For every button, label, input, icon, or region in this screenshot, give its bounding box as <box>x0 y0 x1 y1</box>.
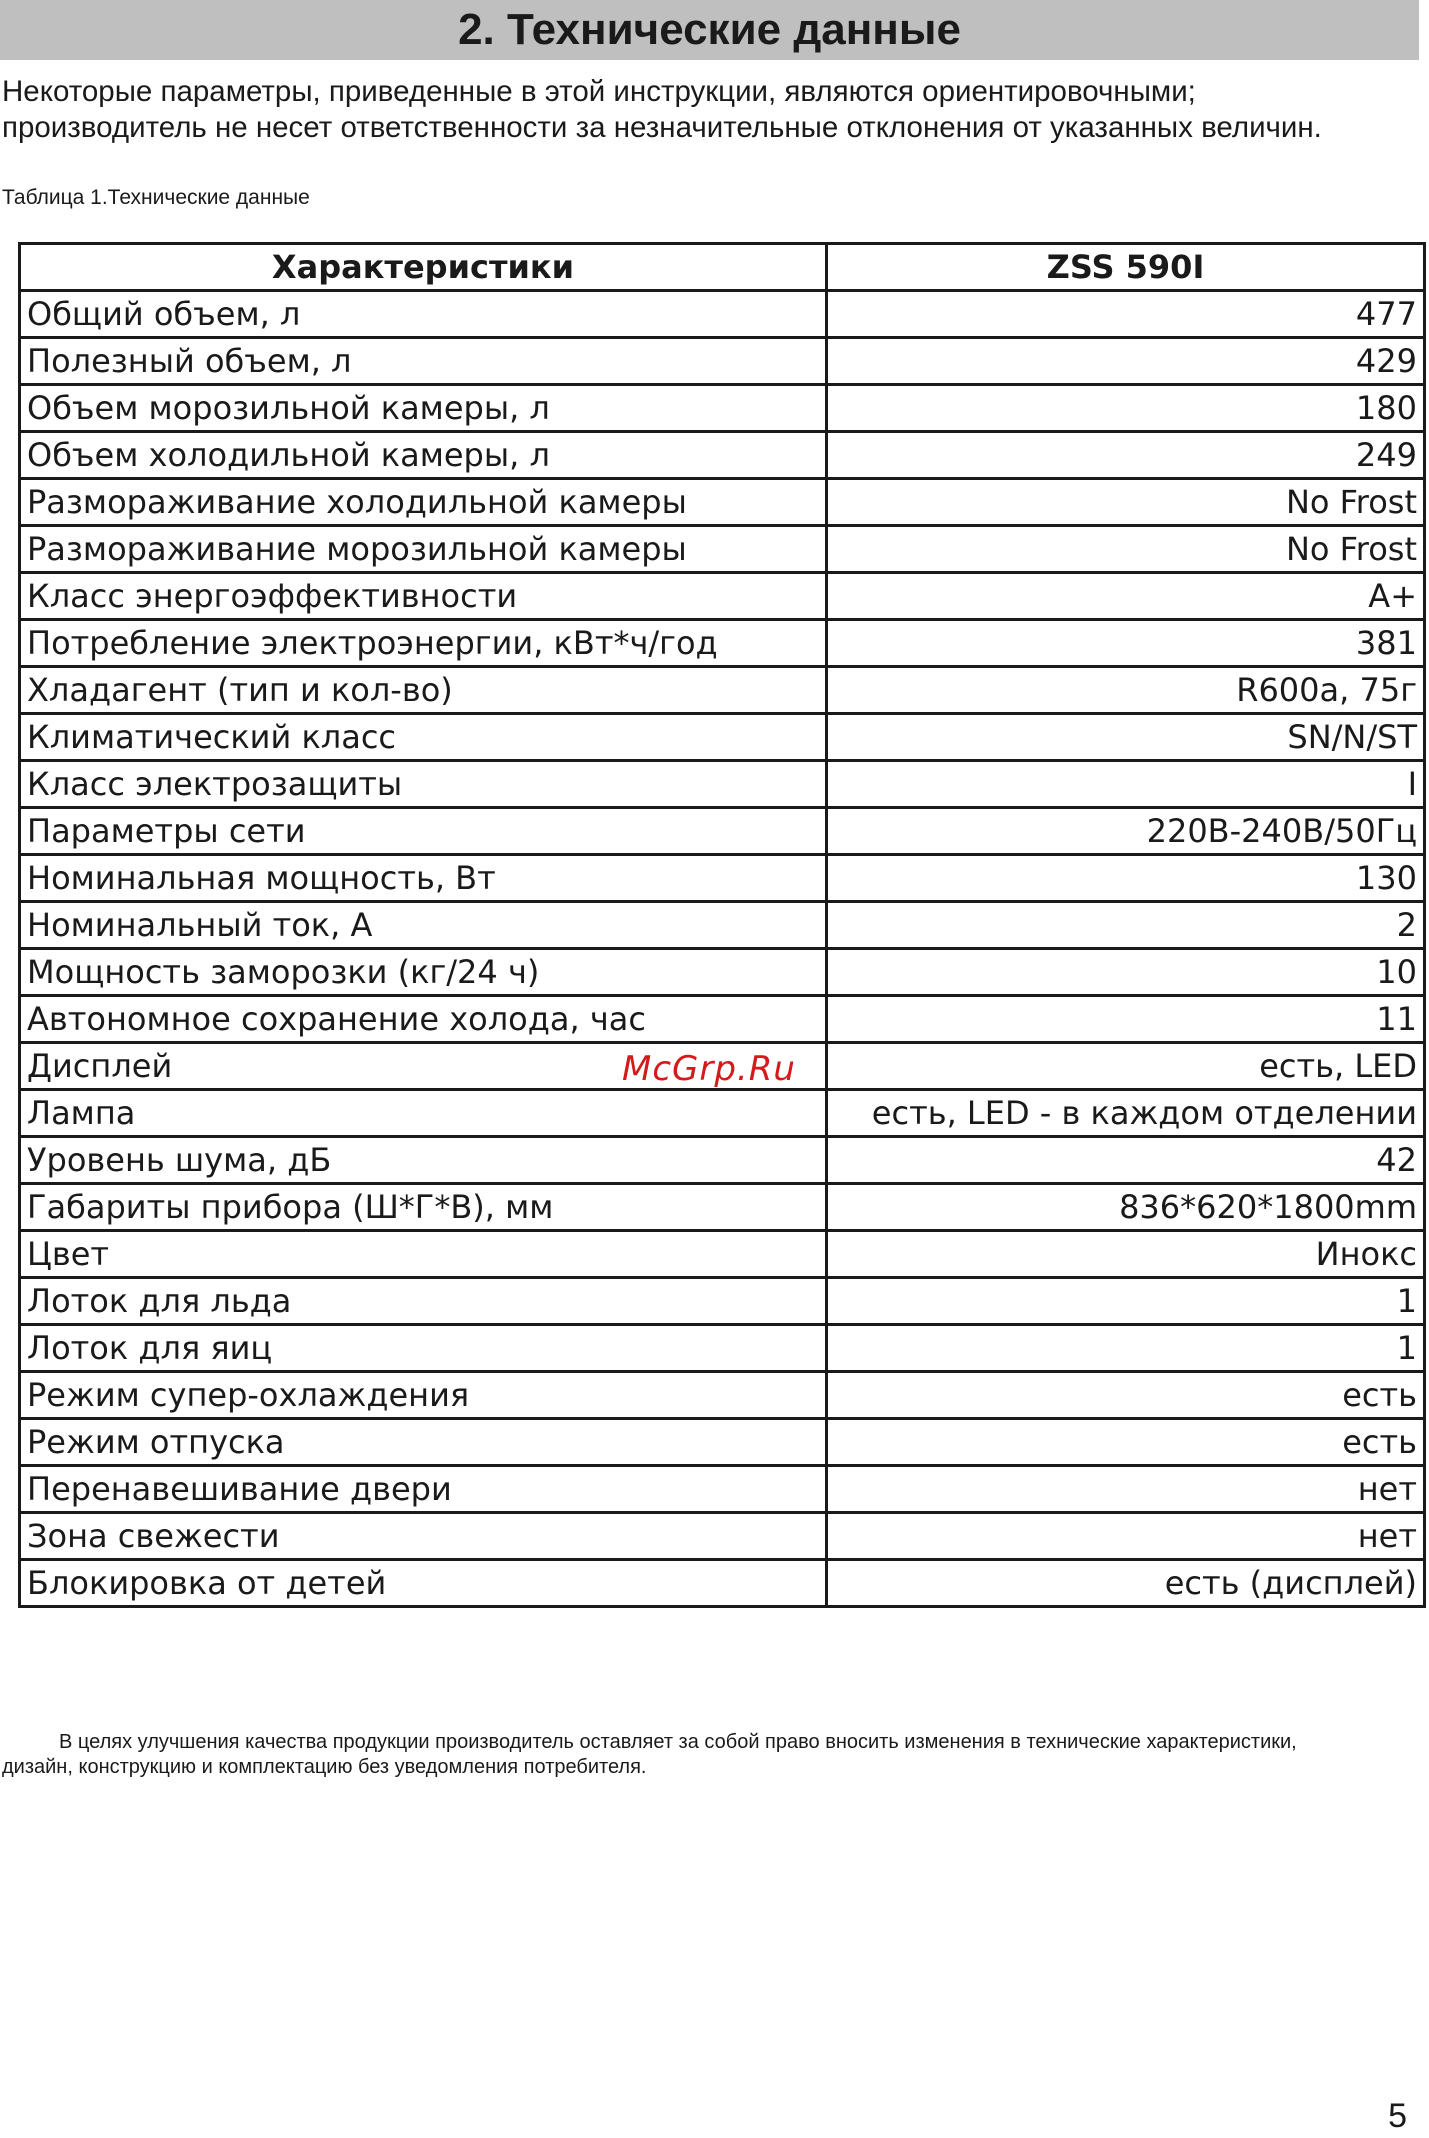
row-value: 11 <box>827 996 1425 1043</box>
row-value: 249 <box>827 432 1425 479</box>
row-label: Параметры сети <box>20 808 827 855</box>
row-label: Зона свежести <box>20 1513 827 1560</box>
row-value: I <box>827 761 1425 808</box>
footnote-line-2: дизайн, конструкцию и комплектацию без уведомления потребителя. <box>2 1756 647 1778</box>
row-value: Инокс <box>827 1231 1425 1278</box>
table-row <box>20 1513 1425 1560</box>
row-label: Размораживание холодильной камеры <box>20 479 827 526</box>
row-label: Мощность заморозки (кг/24 ч) <box>20 949 827 996</box>
row-label: Блокировка от детей <box>20 1560 827 1607</box>
table-row <box>20 620 1425 667</box>
row-label: Габариты прибора (Ш*Г*В), мм <box>20 1184 827 1231</box>
row-label: Перенавешивание двери <box>20 1466 827 1513</box>
section-title-bar <box>0 0 1419 60</box>
table-row <box>20 1419 1425 1466</box>
row-label: Номинальный ток, А <box>20 902 827 949</box>
row-value: 836*620*1800mm <box>827 1184 1425 1231</box>
table-row <box>20 1278 1425 1325</box>
row-value: есть, LED <box>827 1043 1425 1090</box>
row-value: SN/N/ST <box>827 714 1425 761</box>
row-label: Лоток для льда <box>20 1278 827 1325</box>
table-row <box>20 808 1425 855</box>
row-label: Лоток для яиц <box>20 1325 827 1372</box>
table-row <box>20 855 1425 902</box>
row-label: Класс электрозащиты <box>20 761 827 808</box>
table-row <box>20 573 1425 620</box>
table-row <box>20 1466 1425 1513</box>
footnote-line-1: В целях улучшения качества продукции производитель оставляет за собой право вносить изменения в технические характеристики, <box>59 1731 1297 1753</box>
table-row <box>20 1137 1425 1184</box>
intro-line-2: производитель не несет ответственности за незначительные отклонения от указанных величин. <box>2 111 1322 144</box>
table-row <box>20 338 1425 385</box>
page-title: 2. Технические данные <box>458 5 961 54</box>
row-label: Объем морозильной камеры, л <box>20 385 827 432</box>
row-value: 429 <box>827 338 1425 385</box>
row-value: 381 <box>827 620 1425 667</box>
table-row <box>20 479 1425 526</box>
column-header-characteristics: Характеристики <box>20 244 827 291</box>
row-label: Номинальная мощность, Вт <box>20 855 827 902</box>
footnote <box>2 1730 1427 1780</box>
row-value: нет <box>827 1466 1425 1513</box>
row-value: No Frost <box>827 526 1425 573</box>
table-row <box>20 291 1425 338</box>
row-value: 10 <box>827 949 1425 996</box>
row-label: Автономное сохранение холода, час <box>20 996 827 1043</box>
row-value: есть, LED - в каждом отделении <box>827 1090 1425 1137</box>
row-label: Режим отпуска <box>20 1419 827 1466</box>
table-row <box>20 902 1425 949</box>
intro-line-1: Некоторые параметры, приведенные в этой инструкции, являются ориентировочными; <box>2 75 1196 108</box>
table-row <box>20 1560 1425 1607</box>
row-label: Дисплей <box>20 1043 827 1090</box>
row-label: Объем холодильной камеры, л <box>20 432 827 479</box>
table-row <box>20 385 1425 432</box>
row-label: Хладагент (тип и кол-во) <box>20 667 827 714</box>
row-value: R600a, 75г <box>827 667 1425 714</box>
intro-paragraph <box>2 74 1427 146</box>
row-label: Полезный объем, л <box>20 338 827 385</box>
row-value: есть (дисплей) <box>827 1560 1425 1607</box>
row-value: 130 <box>827 855 1425 902</box>
row-label: Лампа <box>20 1090 827 1137</box>
table-row <box>20 761 1425 808</box>
row-label: Цвет <box>20 1231 827 1278</box>
table-row <box>20 432 1425 479</box>
watermark: McGrp.Ru <box>622 1049 796 1089</box>
row-label: Потребление электроэнергии, кВт*ч/год <box>20 620 827 667</box>
row-value: есть <box>827 1372 1425 1419</box>
table-body <box>20 291 1425 1607</box>
table-header-row <box>20 244 1425 291</box>
row-value: A+ <box>827 573 1425 620</box>
table-row <box>20 949 1425 996</box>
row-value: 42 <box>827 1137 1425 1184</box>
table-row <box>20 714 1425 761</box>
specifications-table <box>18 242 1426 1608</box>
row-label: Класс энергоэффективности <box>20 573 827 620</box>
table-row <box>20 1231 1425 1278</box>
row-label: Общий объем, л <box>20 291 827 338</box>
row-label: Климатический класс <box>20 714 827 761</box>
row-value: 180 <box>827 385 1425 432</box>
row-label: Размораживание морозильной камеры <box>20 526 827 573</box>
row-value: No Frost <box>827 479 1425 526</box>
column-header-model: ZSS 590I <box>827 244 1425 291</box>
table-row <box>20 1184 1425 1231</box>
row-value: 1 <box>827 1325 1425 1372</box>
table-row <box>20 526 1425 573</box>
table-row <box>20 1090 1425 1137</box>
table-row <box>20 667 1425 714</box>
row-label: Уровень шума, дБ <box>20 1137 827 1184</box>
table-row <box>20 996 1425 1043</box>
row-value: есть <box>827 1419 1425 1466</box>
page-number: 5 <box>1388 2097 1407 2135</box>
table-row <box>20 1325 1425 1372</box>
row-value: 477 <box>827 291 1425 338</box>
row-value: нет <box>827 1513 1425 1560</box>
row-value: 220В-240В/50Гц <box>827 808 1425 855</box>
row-label: Режим супер-охлаждения <box>20 1372 827 1419</box>
table-caption: Таблица 1.Технические данные <box>2 186 310 209</box>
table-row <box>20 1372 1425 1419</box>
row-value: 2 <box>827 902 1425 949</box>
row-value: 1 <box>827 1278 1425 1325</box>
